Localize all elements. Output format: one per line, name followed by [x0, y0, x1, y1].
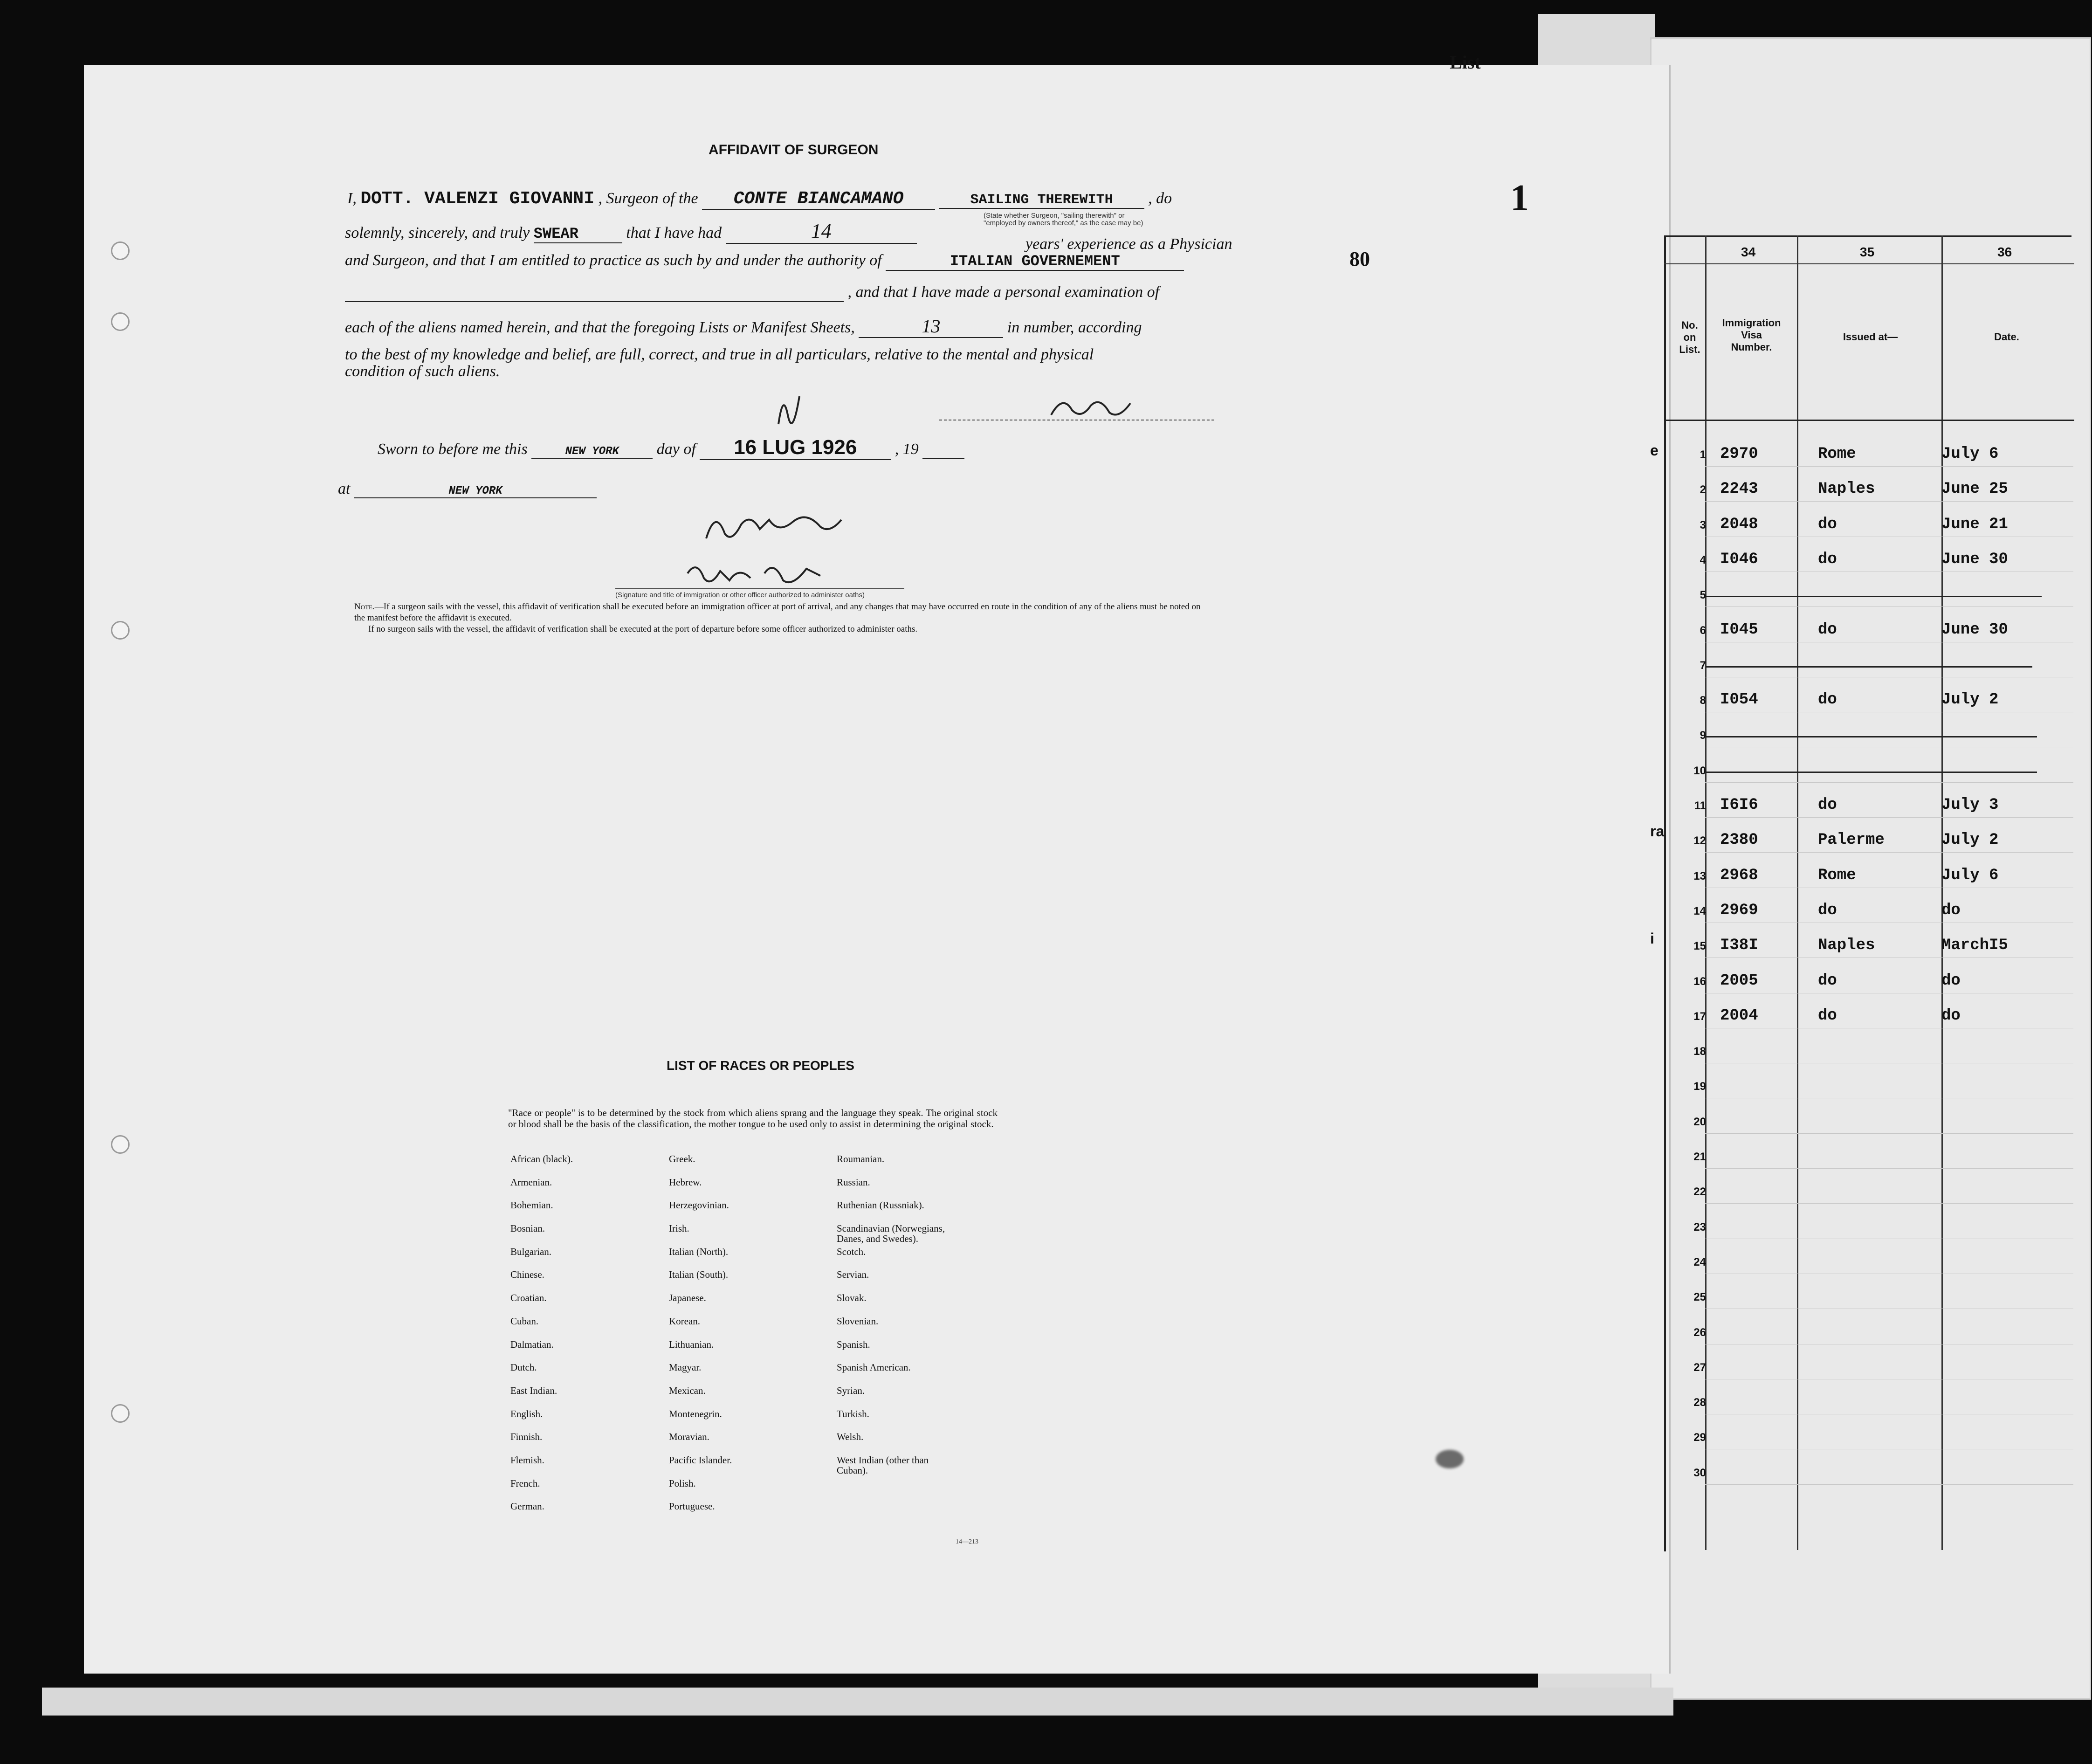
issued-at: Palerme [1818, 831, 1885, 849]
table-row [1705, 501, 2073, 502]
visa-number: 2005 [1720, 972, 1758, 990]
row-number: 12 [1693, 834, 1706, 848]
punch-hole [111, 621, 130, 640]
race-item: Moravian. [669, 1431, 709, 1443]
visa-date: July 3 [1941, 796, 1999, 814]
officer-signature [704, 506, 844, 553]
header-rule [1664, 263, 2074, 264]
row-number: 26 [1693, 1326, 1706, 1339]
surgeon-signature [1049, 392, 1133, 429]
issued-at: Naples [1818, 937, 1875, 955]
race-item: Cuban. [510, 1315, 539, 1327]
personal-exam-label: , and that I have made a personal examination of [847, 283, 1160, 301]
cancelled-row-line [1706, 772, 2037, 773]
table-divider [1797, 235, 1798, 1550]
races-title: LIST OF RACES OR PEOPLES [667, 1058, 854, 1073]
visa-date: July 2 [1941, 831, 1999, 849]
visa-date: June 30 [1941, 620, 2008, 639]
race-item: Italian (North). [669, 1246, 729, 1257]
table-row [1705, 1168, 2073, 1169]
table-row [1705, 1484, 2073, 1485]
race-item: Slovak. [837, 1292, 867, 1304]
table-row [1705, 1133, 2073, 1134]
visa-date: MarchI5 [1941, 937, 2008, 955]
do-label: , do [1148, 190, 1172, 207]
race-item: Russian. [837, 1176, 870, 1188]
table-divider [1941, 235, 1943, 1550]
visa-number: 2970 [1720, 445, 1758, 463]
row-number: 20 [1693, 1115, 1706, 1128]
race-item: West Indian (other than Cuban). [837, 1454, 929, 1476]
affidavit-line-3 [345, 252, 1184, 271]
row-number: 19 [1693, 1080, 1706, 1093]
cancelled-row-line [1706, 666, 2032, 668]
sheet-edge [42, 1688, 1673, 1716]
row-number: 4 [1700, 553, 1706, 566]
row-marker: ra [1650, 823, 1665, 840]
visa-date: June 30 [1941, 550, 2008, 568]
punch-hole [111, 312, 130, 331]
header-rule [1664, 420, 2074, 421]
row-number: 2 [1700, 483, 1706, 496]
row-number: 18 [1693, 1045, 1706, 1058]
issued-at: Naples [1818, 480, 1875, 498]
years-field: 14 [726, 219, 917, 244]
issued-at: Rome [1818, 445, 1856, 463]
punch-hole [111, 1404, 130, 1423]
row-number: 14 [1693, 904, 1706, 917]
column-number-34: 34 [1741, 245, 1756, 259]
row-number: 7 [1700, 659, 1706, 672]
condition-text: condition of such aliens. [345, 363, 500, 380]
race-item: Korean. [669, 1315, 701, 1327]
race-item: Scandinavian (Norwegians, Danes, and Swedes). [837, 1223, 945, 1245]
sworn-line [378, 436, 964, 460]
table-row [1705, 1203, 2073, 1204]
visa-date: July 6 [1941, 866, 1999, 884]
issued-at: do [1818, 901, 1837, 919]
row-number: 16 [1693, 975, 1706, 988]
note-text-1: —If a surgeon sails with the vessel, this affidavit of verification shall be executed before an immigration officer at port of arrival, and any changes that may have occurred en route in the condition of any of the aliens must be noted on the manifest before the affidavit is executed. [354, 602, 1201, 623]
race-item: Syrian. [837, 1385, 865, 1396]
race-item: French. [510, 1477, 540, 1489]
table-row [1705, 852, 2073, 853]
date-stamp: 16 LUG 1926 [700, 436, 891, 460]
note-text-2: If no surgeon sails with the vessel, the affidavit of verification shall be executed at the port of departure before some officer authorized to administer oaths. [368, 624, 918, 634]
race-item: Greek. [669, 1153, 695, 1165]
row-number: 22 [1693, 1185, 1706, 1199]
row-number: 27 [1693, 1361, 1706, 1374]
visa-date: do [1941, 901, 1961, 919]
prefix: I, [347, 190, 357, 207]
day-of-label: day of [656, 441, 696, 458]
row-number: 29 [1693, 1431, 1706, 1444]
races-intro: "Race or people" is to be determined by the stock from which aliens sprang and the language they speak. The original stock or blood shall be the basis of the classification, the mother tongue to be used only to assist in determining the original stock. [508, 1107, 998, 1130]
race-item: Irish. [669, 1223, 689, 1234]
table-row [1705, 782, 2073, 783]
visa-date: July 2 [1941, 691, 1999, 709]
header-no-on-list: No. on List. [1679, 319, 1700, 355]
race-item: East Indian. [510, 1385, 557, 1396]
best-knowledge-text: to the best of my knowledge and belief, are full, correct, and true in all particulars, relative to the mental and physical [345, 346, 1094, 363]
surgeon-of-label: , Surgeon of the [598, 190, 698, 207]
affidavit-line-1 [347, 189, 1172, 210]
race-item: Japanese. [669, 1292, 706, 1304]
row-number: 24 [1693, 1255, 1706, 1268]
list-number-stamp: 1 [1510, 178, 1529, 219]
race-item: Dutch. [510, 1362, 537, 1373]
race-item: Scotch. [837, 1246, 866, 1257]
races-column-2 [669, 1154, 732, 1524]
issued-at: do [1818, 550, 1837, 568]
authority-field: ITALIAN GOVERNEMENT [886, 253, 1184, 271]
race-item: Mexican. [669, 1385, 706, 1396]
in-number-label: in number, according [1007, 319, 1142, 336]
row-number: 11 [1694, 799, 1706, 812]
column-number-35: 35 [1860, 245, 1875, 259]
race-item: Montenegrin. [669, 1408, 722, 1419]
vessel-name: CONTE BIANCAMANO [702, 189, 935, 210]
row-marker: e [1650, 442, 1658, 459]
row-number: 10 [1693, 764, 1706, 777]
race-item: Flemish. [510, 1454, 544, 1466]
visa-number: I054 [1720, 691, 1758, 709]
visa-number: 2380 [1720, 831, 1758, 849]
row-number: 28 [1693, 1396, 1706, 1409]
race-item: German. [510, 1501, 544, 1512]
row-number: 1 [1700, 448, 1706, 461]
race-item: Polish. [669, 1477, 696, 1489]
officer-signature-line [615, 588, 904, 589]
column-number-36: 36 [1997, 245, 2012, 259]
sailing-note: (State whether Surgeon, "sailing therewith" or "employed by owners thereof," as the case may be) [984, 212, 1143, 227]
race-item: Ruthenian (Russniak). [837, 1199, 924, 1211]
row-number: 15 [1693, 940, 1706, 953]
race-item: Herzegovinian. [669, 1199, 729, 1211]
at-label: at [338, 480, 351, 497]
race-item: Spanish. [837, 1338, 870, 1350]
table-row [1705, 817, 2073, 818]
race-item: Dalmatian. [510, 1338, 554, 1350]
races-column-3 [837, 1154, 945, 1478]
row-number: 8 [1700, 694, 1706, 707]
table-row [1705, 466, 2073, 467]
header-visa-number: Immigration Visa Number. [1722, 317, 1781, 353]
row-number: 9 [1700, 729, 1706, 742]
sheets-field: 13 [859, 315, 1003, 338]
table-row [1705, 606, 2073, 607]
issued-at: Rome [1818, 866, 1856, 884]
punch-hole [111, 241, 130, 260]
signature-caption: (Signature and title of immigration or other officer authorized to administer oaths) [615, 591, 865, 599]
affidavit-line-5 [345, 315, 1142, 338]
visa-date: do [1941, 1006, 1961, 1025]
swear-field: SWEAR [534, 225, 622, 243]
affidavit-line-2 [345, 219, 917, 244]
race-item: Italian (South). [669, 1269, 729, 1281]
race-item: Lithuanian. [669, 1338, 714, 1350]
solemnly-label: solemnly, sincerely, and truly [345, 224, 530, 241]
race-item: Pacific Islander. [669, 1454, 732, 1466]
table-divider [1705, 235, 1707, 1550]
surgeon-authority-label: and Surgeon, and that I am entitled to practice as such by and under the authority of [345, 252, 882, 269]
header-date: Date. [1994, 331, 2019, 343]
have-had-label: that I have had [626, 224, 722, 241]
race-item: Roumanian. [837, 1153, 885, 1165]
race-item: Portuguese. [669, 1501, 715, 1512]
ink-blot [1436, 1450, 1464, 1468]
issued-at: do [1818, 515, 1837, 533]
punch-hole [111, 1135, 130, 1154]
experience-label: years' experience as a Physician [1025, 235, 1232, 253]
note-label: Note. [354, 602, 375, 612]
header-issued-at: Issued at— [1843, 331, 1898, 343]
surgeon-initials [774, 387, 806, 434]
visa-table [1664, 235, 2071, 1551]
race-item: Spanish American. [837, 1362, 911, 1373]
race-item: Hebrew. [669, 1176, 702, 1188]
race-item: Bosnian. [510, 1223, 545, 1234]
visa-number: 2968 [1720, 866, 1758, 884]
race-item: Armenian. [510, 1176, 552, 1188]
race-item: Servian. [837, 1269, 869, 1281]
visa-number: 2048 [1720, 515, 1758, 533]
affidavit-title: AFFIDAVIT OF SURGEON [709, 142, 879, 158]
form-number: 14—213 [956, 1538, 978, 1545]
visa-number: I045 [1720, 620, 1758, 639]
visa-number: 2243 [1720, 480, 1758, 498]
visa-date: July 6 [1941, 445, 1999, 463]
row-number: 30 [1693, 1466, 1706, 1479]
issued-at: do [1818, 796, 1837, 814]
visa-date: do [1941, 972, 1961, 990]
sworn-label: Sworn to before me this [378, 441, 528, 458]
page-number: 80 [1349, 248, 1370, 270]
surgeon-name: DOTT. VALENZI GIOVANNI [360, 189, 595, 209]
race-item: Turkish. [837, 1408, 869, 1419]
at-line [338, 480, 597, 498]
sailing-status: SAILING THEREWITH [939, 192, 1144, 209]
visa-number: I6I6 [1720, 796, 1758, 814]
issued-at: do [1818, 1006, 1837, 1025]
list-corner-label: List [1450, 52, 1481, 73]
race-item: Slovenian. [837, 1315, 879, 1327]
visa-date: June 25 [1941, 480, 2008, 498]
cancelled-row-line [1706, 736, 2037, 737]
races-column-1 [510, 1154, 573, 1524]
at-place: NEW YORK [354, 485, 597, 498]
row-number: 21 [1693, 1151, 1706, 1163]
sworn-place: NEW YORK [531, 445, 653, 459]
affidavit-note [354, 601, 1212, 635]
race-item: Magyar. [669, 1362, 702, 1373]
visa-date: June 21 [1941, 515, 2008, 533]
race-item: English. [510, 1408, 543, 1419]
issued-at: do [1818, 620, 1837, 639]
row-number: 17 [1693, 1010, 1706, 1023]
affidavit-line-4 [345, 283, 1159, 302]
each-alien-label: each of the aliens named herein, and that the foregoing Lists or Manifest Sheets, [345, 319, 855, 336]
row-number: 5 [1700, 589, 1706, 602]
row-number: 3 [1700, 518, 1706, 531]
issued-at: do [1818, 691, 1837, 709]
race-item: Bohemian. [510, 1199, 553, 1211]
visa-number: 2969 [1720, 901, 1758, 919]
row-number: 23 [1693, 1220, 1706, 1233]
race-item: Welsh. [837, 1431, 864, 1443]
race-item: Croatian. [510, 1292, 547, 1304]
issued-at: do [1818, 972, 1837, 990]
race-item: Bulgarian. [510, 1246, 552, 1257]
visa-number: 2004 [1720, 1006, 1758, 1025]
nineteen-label: , 19 [895, 441, 919, 458]
race-item: Chinese. [510, 1269, 544, 1281]
cancelled-row-line [1706, 596, 2042, 597]
row-number: 6 [1700, 624, 1706, 637]
row-number: 13 [1693, 869, 1706, 882]
race-item: Finnish. [510, 1431, 543, 1443]
row-marker: i [1650, 930, 1654, 947]
race-item: African (black). [510, 1153, 573, 1165]
visa-number: I046 [1720, 550, 1758, 568]
row-number: 25 [1693, 1291, 1706, 1304]
visa-number: I38I [1720, 937, 1758, 955]
